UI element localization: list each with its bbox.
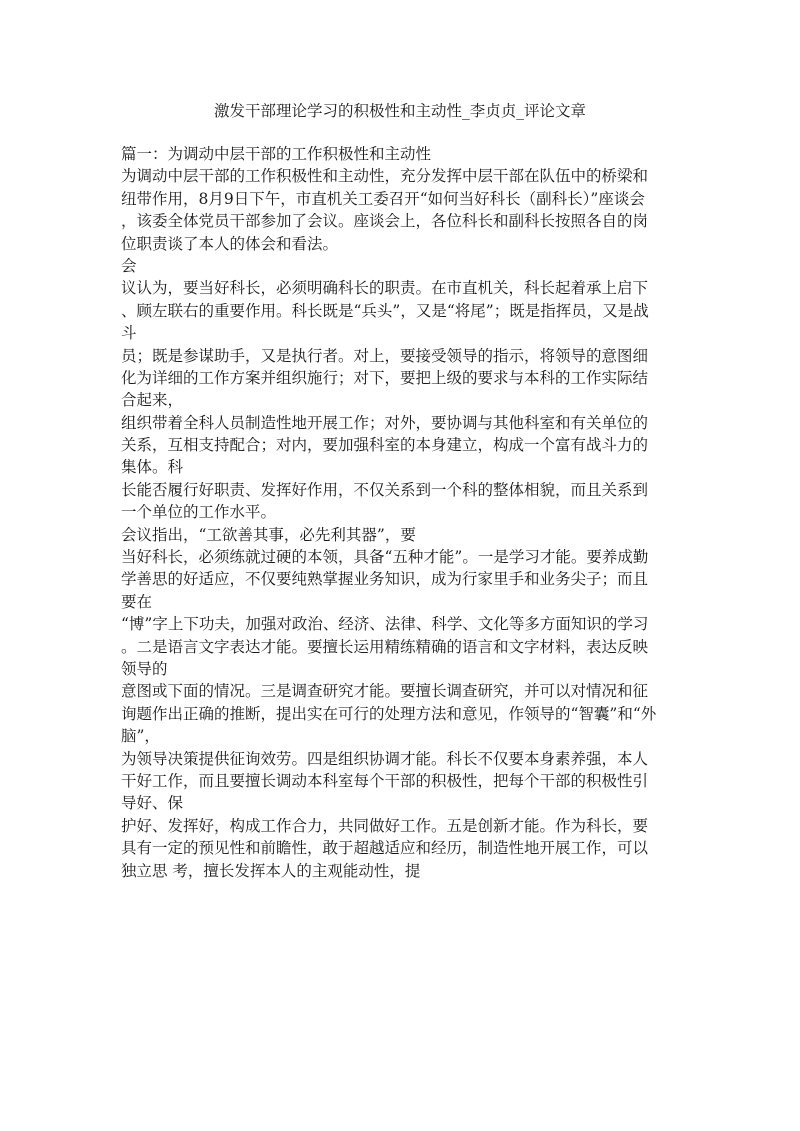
text-line: 询题作出正确的推断，提出实在可行的处理方法和意见，作领导的“智囊”和“外 bbox=[121, 704, 657, 723]
text-line: “博”字上下功夫，加强对政治、经济、法律、科学、文化等多方面知识的学习 bbox=[121, 615, 649, 634]
text-line: 要在 bbox=[121, 592, 153, 611]
text-line: 组织带着全科人员制造性地开展工作；对外，要协调与其他科室和有关单位的 bbox=[121, 413, 649, 432]
document-title: 激发干部理论学习的积极性和主动性_李贞贞_评论文章 bbox=[213, 102, 586, 120]
text-line: 当好科长，必须练就过硬的本领，具备“五种才能”。一是学习才能。要养成勤 bbox=[121, 548, 649, 567]
text-line: 一个单位的工作水平。 bbox=[121, 503, 277, 522]
text-line: 集体。科 bbox=[121, 458, 184, 477]
text-line: 意图或下面的情况。三是调查研究才能。要擅长调查研究，并可以对情况和征 bbox=[121, 682, 649, 701]
text-line: 领导的 bbox=[121, 659, 168, 678]
text-line: 为调动中层干部的工作积极性和主动性，充分发挥中层干部在队伍中的桥梁和 bbox=[121, 167, 649, 186]
text-line: 位职责谈了本人的体会和看法。 bbox=[121, 234, 339, 253]
text-line: 篇一：为调动中层干部的工作积极性和主动性 bbox=[121, 145, 432, 163]
text-line: 干好工作，而且要擅长调动本科室每个干部的积极性，把每个干部的积极性引 bbox=[121, 771, 649, 790]
text-line: 长能否履行好职责、发挥好作用，不仅关系到一个科的整体相貌，而且关系到 bbox=[121, 480, 649, 499]
text-line: 会议指出，“工欲善其事，必先利其器”，要 bbox=[121, 525, 416, 544]
text-line: 议认为，要当好科长，必须明确科长的职责。在市直机关，科长起着承上启下 bbox=[121, 279, 649, 298]
text-line: 会 bbox=[121, 256, 137, 275]
text-line: 关系，互相支持配合；对内，要加强科室的本身建立，构成一个富有战斗力的 bbox=[121, 436, 649, 455]
document-body bbox=[121, 143, 681, 882]
text-line: 斗 bbox=[121, 324, 137, 343]
text-line: ，该委全体党员干部参加了会议。座谈会上，各位科长和副科长按照各自的岗 bbox=[121, 212, 649, 231]
text-line: 合起来， bbox=[121, 391, 184, 410]
text-line: 脑”， bbox=[121, 727, 160, 746]
text-line: 学善思的好适应，不仅要纯熟掌握业务知识，成为行家里手和业务尖子；而且 bbox=[121, 570, 649, 589]
text-line: 独立思 考，擅长发挥本人的主观能动性，提 bbox=[121, 861, 421, 880]
text-line: 、顾左联右的重要作用。科长既是“兵头”，又是“将尾”；既是指挥员，又是战 bbox=[121, 301, 649, 320]
text-line: 护好、发挥好，构成工作合力，共同做好工作。五是创新才能。作为科长，要 bbox=[121, 816, 649, 835]
text-line: 导好、保 bbox=[121, 794, 184, 813]
text-line: 具有一定的预见性和前瞻性，敢于超越适应和经历，制造性地开展工作，可以 bbox=[121, 839, 649, 858]
text-line: 。二是语言文字表达才能。要擅长运用精练精确的语言和文字材料，表达反映 bbox=[121, 637, 649, 656]
text-line: 纽带作用，8月9日下午，市直机关工委召开“如何当好科长（副科长）”座谈会 bbox=[121, 189, 645, 208]
text-line: 员；既是参谋助手，又是执行者。对上，要接受领导的指示，将领导的意图细 bbox=[121, 346, 649, 365]
text-line: 为领导决策提供征询效劳。四是组织协调才能。科长不仅要本身素养强，本人 bbox=[121, 749, 649, 768]
text-line: 化为详细的工作方案并组织施行；对下，要把上级的要求与本科的工作实际结 bbox=[121, 368, 649, 387]
